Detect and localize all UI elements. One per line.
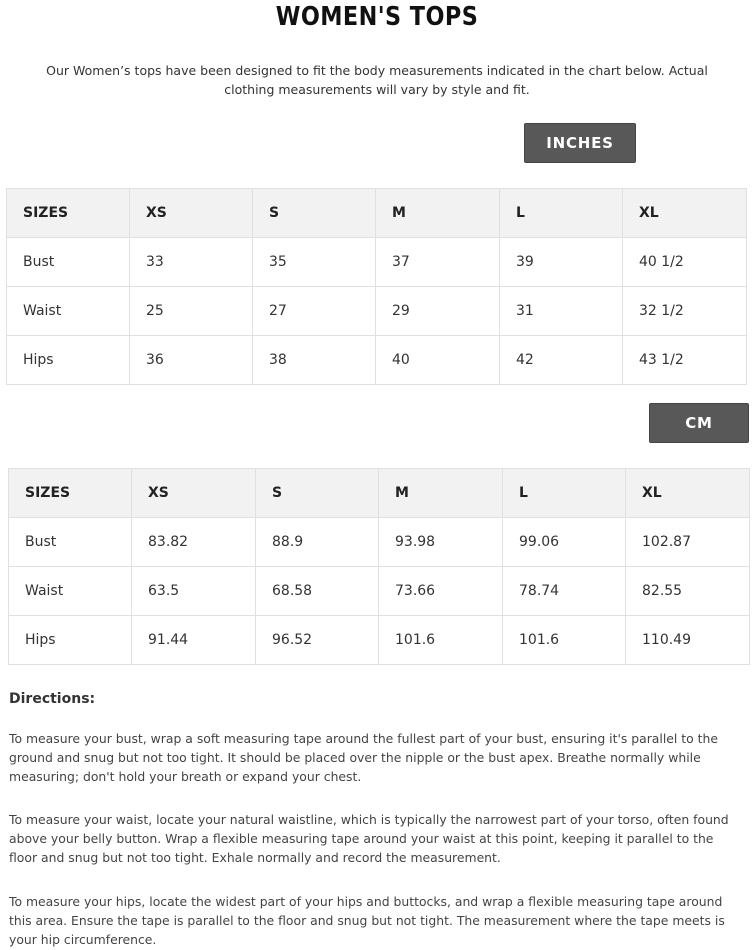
table-row: [7, 287, 747, 336]
table-cell: 68.58: [256, 567, 379, 616]
table-cell: 25: [130, 287, 253, 336]
table-cell: 42: [500, 336, 623, 385]
measure-label: Waist: [7, 287, 130, 336]
header-cell: L: [503, 469, 626, 518]
header-cell: L: [500, 189, 623, 238]
header-cell: SIZES: [9, 469, 132, 518]
table-cell: 88.9: [256, 518, 379, 567]
table-cell: 39: [500, 238, 623, 287]
header-cell: M: [379, 469, 503, 518]
measure-label: Bust: [9, 518, 132, 567]
cm-size-table: [8, 468, 750, 665]
table-cell: 35: [253, 238, 376, 287]
table-cell: 101.6: [379, 616, 503, 665]
table-cell: 102.87: [626, 518, 750, 567]
table-row: [9, 616, 750, 665]
table-row: [9, 518, 750, 567]
table-cell: 40: [376, 336, 500, 385]
measure-label: Hips: [7, 336, 130, 385]
table-cell: 32 1/2: [623, 287, 747, 336]
table-cell: 36: [130, 336, 253, 385]
header-cell: S: [253, 189, 376, 238]
directions-heading: Directions:: [9, 691, 96, 707]
header-cell: SIZES: [7, 189, 130, 238]
hips-instructions: To measure your hips, locate the widest part of your hips and buttocks, and wrap a flexible measuring tape around this area. Ensure the tape is parallel to the floor and snug but not tight. The measurement where the tape meets is your hip circumference.: [9, 894, 725, 947]
table-cell: 82.55: [626, 567, 750, 616]
measure-label: Bust: [7, 238, 130, 287]
table-cell: 83.82: [132, 518, 256, 567]
table-cell: 110.49: [626, 616, 750, 665]
table-cell: 91.44: [132, 616, 256, 665]
intro-text: Our Women’s tops have been designed to fit the body measurements indicated in the chart below. Actual clothing measurements will vary by style and fit.: [46, 63, 708, 97]
table-cell: 93.98: [379, 518, 503, 567]
table-cell: 43 1/2: [623, 336, 747, 385]
table-cell: 29: [376, 287, 500, 336]
measure-label: Waist: [9, 567, 132, 616]
table-row: [7, 238, 747, 287]
waist-instructions: To measure your waist, locate your natural waistline, which is typically the narrowest part of your torso, often found above your belly button. Wrap a flexible measuring tape around your waist at this point, keeping it parallel to the floor and snug but not too tight. Exhale normally and record the measurement.: [9, 812, 729, 865]
table-header-row: [9, 469, 750, 518]
table-cell: 63.5: [132, 567, 256, 616]
table-cell: 37: [376, 238, 500, 287]
table-cell: 99.06: [503, 518, 626, 567]
measure-label: Hips: [9, 616, 132, 665]
table-cell: 96.52: [256, 616, 379, 665]
cm-button[interactable]: CM: [649, 403, 749, 443]
header-cell: M: [376, 189, 500, 238]
table-cell: 33: [130, 238, 253, 287]
bust-instructions: To measure your bust, wrap a soft measuring tape around the fullest part of your bust, ensuring it's parallel to the ground and snug but not too tight. It should be placed over the nipple or the bust apex. Breathe normally while measuring; don't hold your breath or expand your chest.: [9, 731, 718, 784]
header-cell: XS: [130, 189, 253, 238]
table-cell: 78.74: [503, 567, 626, 616]
inches-size-table: [6, 188, 747, 385]
inches-button[interactable]: INCHES: [524, 123, 636, 163]
page-title: WOMEN'S TOPS: [275, 2, 479, 32]
header-cell: XS: [132, 469, 256, 518]
table-row: [7, 336, 747, 385]
header-cell: S: [256, 469, 379, 518]
header-cell: XL: [623, 189, 747, 238]
table-cell: 40 1/2: [623, 238, 747, 287]
table-cell: 101.6: [503, 616, 626, 665]
table-cell: 73.66: [379, 567, 503, 616]
table-cell: 38: [253, 336, 376, 385]
table-cell: 31: [500, 287, 623, 336]
table-row: [9, 567, 750, 616]
table-cell: 27: [253, 287, 376, 336]
header-cell: XL: [626, 469, 750, 518]
table-header-row: [7, 189, 747, 238]
